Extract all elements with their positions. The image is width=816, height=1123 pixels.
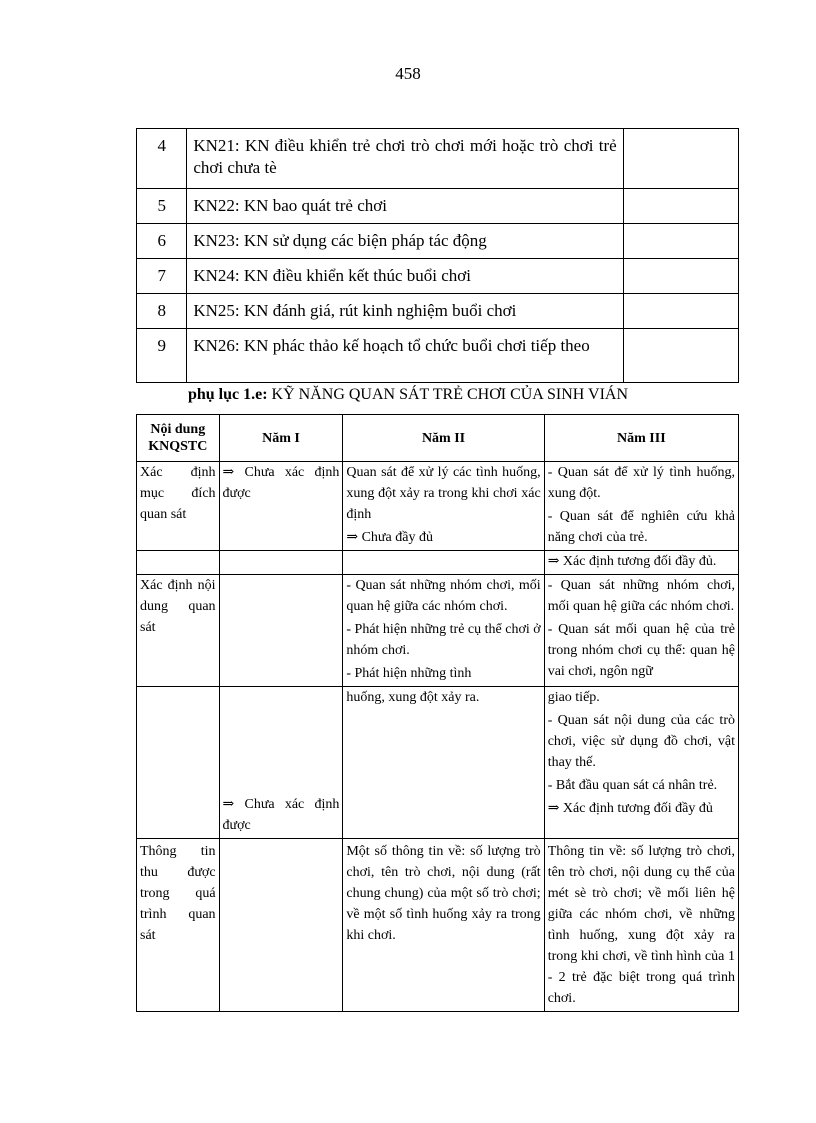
year-2-text: - Quan sát những nhóm chơi, mối quan hệ giữa các nhóm chơi. <box>346 578 541 614</box>
table-row <box>137 462 739 551</box>
year-3-text: giao tiếp. <box>547 690 600 705</box>
table-row <box>137 575 739 687</box>
empty-cell <box>623 224 738 259</box>
table-row <box>137 294 739 329</box>
year-1-text: ⇒ Chưa xác định được <box>222 797 340 833</box>
empty-cell <box>623 329 738 383</box>
caption-prefix: phụ lục 1.e: <box>187 386 268 403</box>
year-3-text: - Quan sát mối quan hệ của trẻ trong nhóm chơi cụ thể: quan hệ vai chơi, ngôn ngữ <box>547 622 735 679</box>
year-1-cell <box>219 839 343 1012</box>
topic-text: Xác định mục đích quan sát <box>140 465 216 522</box>
year-3-text: - Quan sát để nghiên cứu khả năng chơi của trẻ. <box>547 509 735 545</box>
skill-text: KN22: KN bao quát trẻ chơi <box>187 189 623 224</box>
topic-text: Thông tin thu được trong quá trình quan sát <box>140 844 216 943</box>
table-row <box>137 259 739 294</box>
topic-cell <box>137 687 220 839</box>
skill-text: KN26: KN phác thảo kế hoạch tổ chức buổi chơi tiếp theo <box>187 329 623 383</box>
year-2-text: huống, xung đột xảy ra. <box>346 690 480 705</box>
empty-cell <box>623 189 738 224</box>
year-2-text: - Phát hiện những trẻ cụ thể chơi ở nhóm chơi. <box>346 622 541 658</box>
observation-table <box>136 414 739 1012</box>
year-2-text: ⇒ Chưa đầy đủ <box>346 530 433 545</box>
year-2-cell <box>343 575 544 687</box>
year-3-text: - Quan sát những nhóm chơi, mối quan hệ giữa các nhóm chơi. <box>547 578 735 614</box>
year-3-cell <box>544 687 738 839</box>
table-caption <box>0 386 816 404</box>
table-row <box>137 687 739 839</box>
table-row <box>137 551 739 575</box>
skills-table <box>136 128 739 383</box>
skill-text: KN21: KN điều khiển trẻ chơi trò chơi mới hoặc trò chơi trẻ chơi chưa tè <box>187 129 623 189</box>
year-3-cell <box>544 551 738 575</box>
year-2-text: Quan sát để xử lý các tình huống, xung đột xảy ra trong khi chơi xác định <box>346 465 541 522</box>
table-row <box>137 224 739 259</box>
skill-text: KN25: KN đánh giá, rút kinh nghiệm buổi chơi <box>187 294 623 329</box>
year-1-text: ⇒ Chưa xác định được <box>222 465 340 501</box>
topic-cell <box>137 575 220 687</box>
row-number: 9 <box>137 329 187 383</box>
year-1-cell <box>219 551 343 575</box>
year-2-cell <box>343 687 544 839</box>
year-1-cell <box>219 575 343 687</box>
header-year-1: Năm I <box>219 415 343 462</box>
header-year-2: Năm II <box>343 415 544 462</box>
topic-cell <box>137 839 220 1012</box>
year-3-text: ⇒ Xác định tương đối đầy đủ <box>547 801 713 816</box>
topic-text: Xác định nội dung quan sát <box>140 578 216 635</box>
header-year-3: Năm III <box>544 415 738 462</box>
year-2-cell <box>343 839 544 1012</box>
empty-cell <box>623 259 738 294</box>
year-2-cell <box>343 551 544 575</box>
topic-cell <box>137 551 220 575</box>
year-3-text: Thông tin về: số lượng trò chơi, tên trò chơi, nội dung cụ thể của mét sè trò chơi; về mối liên hệ giữa các nhóm chơi, về những tình huống, xung đột xảy ra trong khi chơi, về tình hình của 1 - 2 trẻ đặc biệt trong quá trình chơi. <box>547 844 735 1006</box>
year-3-text: - Bắt đầu quan sát cá nhân trẻ. <box>547 778 718 793</box>
year-1-cell <box>219 687 343 839</box>
header-row <box>137 415 739 462</box>
year-2-text: Một số thông tin về: số lượng trò chơi, tên trò chơi, nội dung (rất chung chung) của một số trò chơi; về một số tình huống xảy ra trong khi chơi. <box>346 844 541 943</box>
table-row <box>137 839 739 1012</box>
table-row <box>137 189 739 224</box>
skill-text: KN24: KN điều khiển kết thúc buổi chơi <box>187 259 623 294</box>
skill-text: KN23: KN sử dụng các biện pháp tác động <box>187 224 623 259</box>
year-3-text: - Quan sát nội dung của các trò chơi, việc sử dụng đồ chơi, vật thay thế. <box>547 713 735 770</box>
row-number: 5 <box>137 189 187 224</box>
empty-cell <box>623 294 738 329</box>
table-row <box>137 329 739 383</box>
caption-title: KỸ NĂNG QUAN SÁT TRẺ CHƠI CỦA SINH VIÁN <box>271 386 629 403</box>
year-3-text: ⇒ Xác định tương đối đầy đủ. <box>547 554 717 569</box>
year-1-cell <box>219 462 343 551</box>
year-3-text: - Quan sát để xử lý tình huống, xung đột. <box>547 465 735 501</box>
table-row <box>137 129 739 189</box>
row-number: 7 <box>137 259 187 294</box>
year-3-cell <box>544 575 738 687</box>
row-number: 6 <box>137 224 187 259</box>
year-3-cell <box>544 462 738 551</box>
empty-cell <box>623 129 738 189</box>
year-3-cell <box>544 839 738 1012</box>
row-number: 4 <box>137 129 187 189</box>
spacer <box>223 687 340 794</box>
year-2-cell <box>343 462 544 551</box>
topic-cell <box>137 462 220 551</box>
page-number: 458 <box>395 64 421 83</box>
header-topic: Nội dung KNQSTC <box>137 415 220 462</box>
year-2-text: - Phát hiện những tình <box>346 666 472 681</box>
row-number: 8 <box>137 294 187 329</box>
